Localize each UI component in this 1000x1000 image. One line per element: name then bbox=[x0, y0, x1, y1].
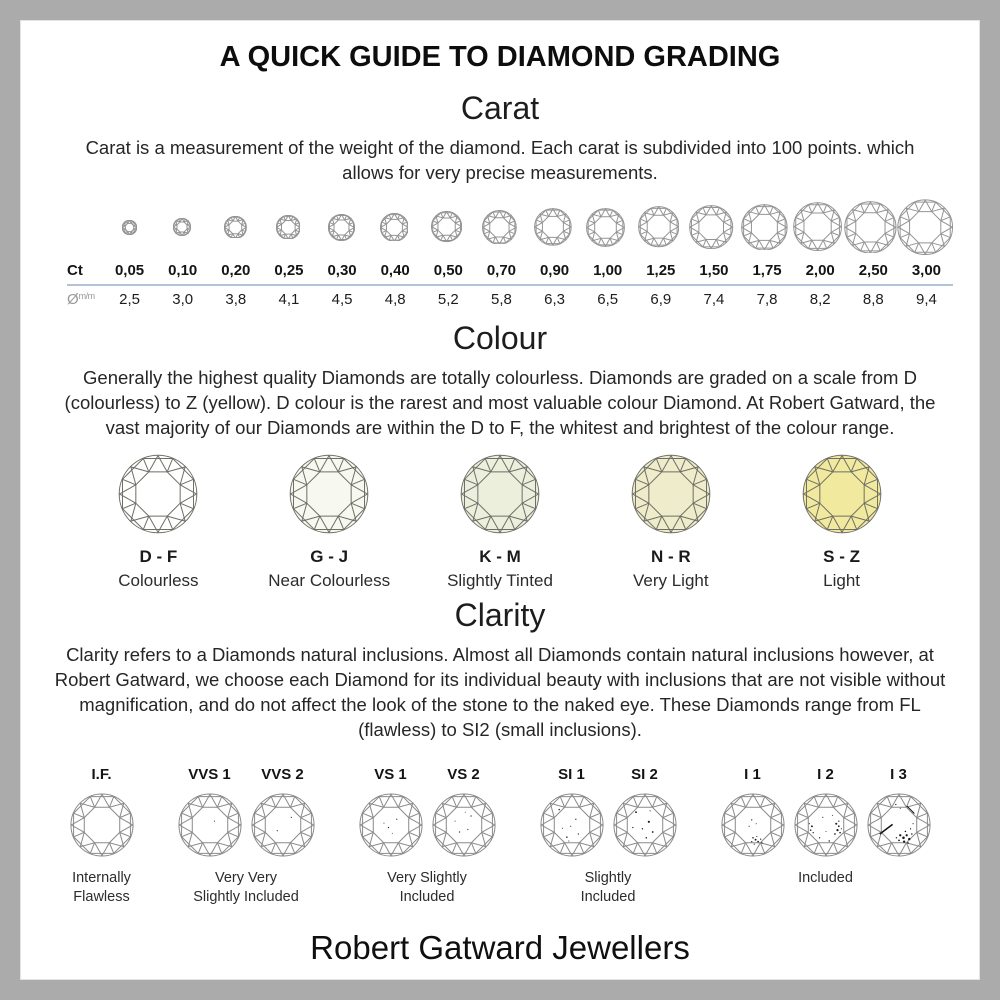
carat-diamond-icon bbox=[276, 215, 301, 240]
clarity-heading: Clarity bbox=[454, 597, 546, 633]
colour-heading: Colour bbox=[452, 320, 548, 356]
carat-diamond-icon bbox=[380, 213, 409, 242]
clarity-cell bbox=[69, 766, 135, 857]
carat-weight-value: 0,90 bbox=[539, 262, 570, 279]
vvs1-diamond-icon bbox=[178, 793, 242, 857]
colour-range-label: D - F bbox=[139, 547, 178, 566]
diameter-value: 5,8 bbox=[491, 291, 512, 308]
carat-weight-value: 0,05 bbox=[114, 262, 145, 279]
colour-range-label: N - R bbox=[650, 547, 691, 566]
carat-diamond-icon bbox=[122, 220, 137, 235]
colour-grade-d-f bbox=[73, 454, 244, 591]
clarity-cell bbox=[358, 766, 424, 857]
page-title: A QUICK GUIDE TO DIAMOND GRADING bbox=[219, 41, 781, 73]
carat-stone-1,25 bbox=[632, 206, 685, 247]
colour-grade-k-m bbox=[415, 454, 586, 591]
very-light-diamond-icon bbox=[631, 454, 711, 534]
near-colourless-diamond-icon bbox=[289, 454, 369, 534]
carat-weight-value: 2,50 bbox=[858, 262, 888, 279]
diameter-symbol: Ø bbox=[67, 291, 79, 308]
carat-weight-value: 0,40 bbox=[380, 262, 410, 279]
carat-diamond-icon bbox=[431, 211, 462, 242]
vs2-diamond-icon bbox=[432, 793, 496, 857]
clarity-code-label: VS 2 bbox=[447, 766, 480, 783]
clarity-group-label bbox=[539, 869, 678, 907]
i2-diamond-icon bbox=[794, 793, 858, 857]
vvs2-diamond-icon bbox=[251, 793, 315, 857]
clarity-group-vs bbox=[358, 766, 497, 907]
clarity-group-label-line: Very Very bbox=[214, 870, 278, 886]
clarity-group-label-line: Included bbox=[580, 889, 636, 905]
carat-description-line: Carat is a measurement of the weight of the diamond. Each carat is subdivided into 100 points. which bbox=[85, 137, 915, 158]
clarity-group-label-line: Flawless bbox=[73, 889, 130, 905]
carat-description-line: allows for very precise measurements. bbox=[342, 162, 658, 183]
carat-weight-value: 0,30 bbox=[327, 262, 357, 279]
carat-stone-2,50 bbox=[844, 201, 897, 254]
carat-stone-1,50 bbox=[685, 205, 738, 249]
clarity-cell bbox=[431, 766, 497, 857]
clarity-code-label: I.F. bbox=[91, 766, 112, 783]
carat-stone-0,30 bbox=[315, 214, 368, 241]
colour-range-label: S - Z bbox=[823, 547, 860, 566]
if-diamond-icon bbox=[70, 793, 134, 857]
diameter-row-label bbox=[67, 291, 103, 308]
carat-weight-value: 1,25 bbox=[646, 262, 676, 279]
clarity-code-label: I 3 bbox=[890, 766, 907, 783]
colour-grade-name: Near Colourless bbox=[268, 571, 391, 590]
clarity-group-label-line: Slightly Included bbox=[193, 889, 299, 905]
clarity-description-line: Robert Gatward, we choose each Diamond for its individual beauty with inclusions that are not visible without bbox=[54, 669, 946, 690]
carat-heading: Carat bbox=[460, 90, 540, 126]
carat-row-label: Ct bbox=[67, 261, 83, 279]
clarity-cell bbox=[177, 766, 243, 857]
i1-diamond-icon bbox=[721, 793, 785, 857]
diameter-value: 7,4 bbox=[703, 291, 725, 308]
carat-stone-1,00 bbox=[579, 208, 632, 247]
vs1-diamond-icon bbox=[359, 793, 423, 857]
clarity-group-label bbox=[358, 869, 497, 907]
carat-diamond-icon bbox=[586, 208, 625, 247]
carat-weight-value: 3,00 bbox=[911, 262, 942, 279]
clarity-cell bbox=[250, 766, 316, 857]
carat-stone-0,70 bbox=[473, 210, 526, 245]
clarity-group-si bbox=[539, 766, 678, 907]
diameter-row bbox=[67, 287, 953, 312]
carat-weight-value: 0,70 bbox=[486, 262, 517, 279]
carat-size-table bbox=[67, 197, 953, 312]
carat-stone-0,90 bbox=[526, 208, 579, 246]
clarity-cell bbox=[866, 766, 932, 857]
clarity-description-line: Clarity refers to a Diamonds natural inclusions. Almost all Diamonds contain natural inclusions however, at bbox=[66, 644, 934, 665]
diameter-value: 8,8 bbox=[862, 291, 884, 308]
clarity-group-vvs bbox=[177, 766, 316, 907]
colour-grade-n-r bbox=[585, 454, 756, 591]
slightly-tinted-diamond-icon bbox=[460, 454, 540, 534]
carat-stone-3,00 bbox=[897, 199, 953, 255]
clarity-cell bbox=[539, 766, 605, 857]
carat-diamond-icon bbox=[534, 208, 572, 246]
carat-stone-0,20 bbox=[209, 216, 262, 239]
clarity-group-label-line: Included bbox=[399, 889, 455, 905]
clarity-cell bbox=[720, 766, 786, 857]
carat-stone-0,05 bbox=[103, 220, 156, 235]
colour-grade-name: Colourless bbox=[118, 571, 199, 590]
carat-diamond-size-row bbox=[67, 197, 953, 257]
light-diamond-icon bbox=[802, 454, 882, 534]
carat-weight-value: 0,25 bbox=[274, 262, 304, 279]
si2-diamond-icon bbox=[613, 793, 677, 857]
clarity-code-label: VVS 2 bbox=[261, 766, 304, 783]
diameter-value: 4,5 bbox=[331, 291, 353, 308]
carat-diamond-icon bbox=[173, 218, 191, 236]
carat-diamond-icon bbox=[328, 214, 355, 241]
colour-grade-name: Light bbox=[823, 571, 861, 590]
si1-diamond-icon bbox=[540, 793, 604, 857]
clarity-code-label: I 1 bbox=[744, 766, 761, 783]
colour-range-label: K - M bbox=[479, 547, 521, 566]
carat-diamond-icon bbox=[793, 202, 842, 251]
diameter-value: 8,2 bbox=[809, 291, 831, 308]
diameter-value: 3,0 bbox=[172, 291, 194, 308]
carat-diamond-icon bbox=[638, 206, 679, 247]
diameter-value: 6,5 bbox=[597, 291, 619, 308]
clarity-group-label-line: Internally bbox=[72, 870, 131, 886]
clarity-group-label bbox=[69, 869, 135, 907]
carat-stone-2,00 bbox=[791, 202, 844, 251]
colour-grade-name: Slightly Tinted bbox=[447, 571, 553, 590]
carat-weight-row bbox=[67, 257, 953, 283]
carat-diamond-icon bbox=[844, 201, 897, 254]
clarity-description-line: (flawless) to SI2 (small inclusions). bbox=[358, 719, 642, 740]
diameter-value: 4,8 bbox=[384, 291, 406, 308]
clarity-cell bbox=[612, 766, 678, 857]
clarity-group-if bbox=[69, 766, 135, 907]
clarity-grade-row bbox=[21, 766, 979, 907]
clarity-group-included bbox=[720, 766, 932, 888]
carat-weight-value: 1,50 bbox=[699, 262, 729, 279]
carat-weight-value: 0,10 bbox=[168, 262, 198, 279]
clarity-group-label-line: Included bbox=[798, 870, 853, 886]
carat-diamond-icon bbox=[224, 216, 247, 239]
colour-grade-row bbox=[21, 454, 979, 591]
colour-description-line: vast majority of our Diamonds are within the D to F, the whitest and brightest of the colour range. bbox=[105, 417, 895, 438]
carat-weight-value: 1,75 bbox=[752, 262, 782, 279]
carat-description bbox=[21, 135, 979, 185]
clarity-group-label bbox=[720, 869, 932, 888]
carat-stone-0,40 bbox=[368, 213, 421, 242]
clarity-group-label-line: Very Slightly bbox=[387, 870, 467, 886]
clarity-code-label: I 2 bbox=[817, 766, 834, 783]
carat-diamond-icon bbox=[482, 210, 517, 245]
colour-description-line: (colourless) to Z (yellow). D colour is the rarest and most valuable colour Diamond. At Robert Gatward, the bbox=[64, 392, 936, 413]
poster-content bbox=[20, 20, 980, 980]
carat-weight-value: 1,00 bbox=[593, 262, 623, 279]
carat-stone-1,75 bbox=[738, 204, 791, 251]
table-divider-line bbox=[67, 284, 953, 286]
clarity-cell bbox=[793, 766, 859, 857]
carat-weight-value: 0,50 bbox=[433, 262, 463, 279]
carat-weight-value: 2,00 bbox=[805, 262, 835, 279]
diameter-value: 4,1 bbox=[278, 291, 300, 308]
clarity-description bbox=[21, 642, 979, 742]
carat-stone-0,50 bbox=[420, 211, 473, 242]
clarity-code-label: VVS 1 bbox=[188, 766, 231, 783]
i3-diamond-icon bbox=[867, 793, 931, 857]
carat-diamond-icon bbox=[897, 199, 953, 255]
carat-stone-0,10 bbox=[156, 218, 209, 236]
diameter-value: 7,8 bbox=[756, 291, 778, 308]
colour-grade-name: Very Light bbox=[632, 571, 709, 590]
clarity-group-label bbox=[177, 869, 316, 907]
diameter-value: 2,5 bbox=[119, 291, 140, 308]
colour-grade-g-j bbox=[244, 454, 415, 591]
colour-grade-s-z bbox=[756, 454, 927, 591]
diameter-unit: m/m bbox=[78, 291, 95, 301]
carat-diamond-icon bbox=[689, 205, 733, 249]
colour-range-label: G - J bbox=[310, 547, 349, 566]
diameter-value: 3,8 bbox=[225, 291, 247, 308]
clarity-group-label-line: Slightly bbox=[584, 870, 632, 886]
brand-name: Robert Gatward Jewellers bbox=[310, 929, 690, 966]
carat-stone-0,25 bbox=[262, 215, 315, 240]
colour-description bbox=[21, 365, 979, 440]
colour-description-line: Generally the highest quality Diamonds are totally colourless. Diamonds are graded on a scale from D bbox=[83, 367, 917, 388]
diameter-value: 5,2 bbox=[437, 291, 459, 308]
colourless-diamond-icon bbox=[118, 454, 198, 534]
clarity-code-label: VS 1 bbox=[374, 766, 407, 783]
carat-diamond-icon bbox=[741, 204, 788, 251]
clarity-code-label: SI 2 bbox=[631, 766, 658, 783]
diameter-value: 6,9 bbox=[650, 291, 672, 308]
clarity-code-label: SI 1 bbox=[558, 766, 585, 783]
diameter-value: 9,4 bbox=[916, 291, 937, 308]
carat-weight-value: 0,20 bbox=[221, 262, 251, 279]
clarity-description-line: magnification, and do not affect the look of the stone to the naked eye. These Diamonds range from FL bbox=[79, 694, 921, 715]
diameter-value: 6,3 bbox=[544, 291, 565, 308]
